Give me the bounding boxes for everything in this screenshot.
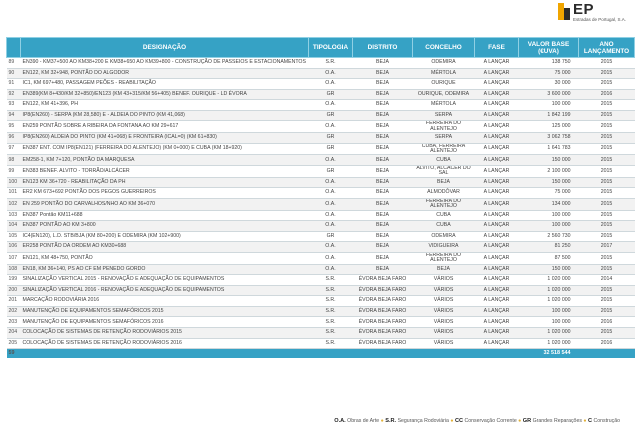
row-concelho: ALVITO, ALCÁCER DO SAL (413, 166, 475, 178)
row-valor: 100 000 (519, 306, 579, 317)
legend-oa-code: O.A. (334, 418, 346, 424)
row-fase: A LANÇAR (475, 317, 519, 328)
table-row (7, 306, 635, 317)
row-tipologia: O.A. (309, 68, 353, 79)
row-fase: A LANÇAR (475, 264, 519, 275)
row-distrito: BEJA (353, 100, 413, 111)
row-distrito: ÉVORA BEJA FARO (353, 275, 413, 286)
row-designacao: EN18, KM 36+140, PS AO CF EM PENEDO GORDO (21, 264, 309, 275)
row-fase: A LANÇAR (475, 275, 519, 286)
row-ano: 2015 (579, 328, 635, 339)
row-concelho: VÁRIOS (413, 306, 475, 317)
row-distrito: BEJA (353, 143, 413, 155)
table-row (7, 121, 635, 133)
row-number: 108 (7, 264, 21, 275)
row-fase: A LANÇAR (475, 177, 519, 188)
table-row (7, 110, 635, 121)
table-row (7, 242, 635, 253)
row-valor: 1 020 000 (519, 285, 579, 296)
row-number: 95 (7, 121, 21, 133)
row-ano: 2015 (579, 58, 635, 69)
brand-name: EP (572, 1, 594, 18)
row-fase: A LANÇAR (475, 242, 519, 253)
row-tipologia: S.R. (309, 285, 353, 296)
row-tipologia: O.A. (309, 264, 353, 275)
table-row (7, 133, 635, 144)
row-concelho: MÉRTOLA (413, 68, 475, 79)
row-valor: 3 600 000 (519, 89, 579, 100)
table-row (7, 68, 635, 79)
row-tipologia: O.A. (309, 188, 353, 199)
table-row (7, 177, 635, 188)
row-valor: 81 250 (519, 242, 579, 253)
row-ano: 2015 (579, 285, 635, 296)
row-ano: 2016 (579, 338, 635, 349)
row-number: 203 (7, 317, 21, 328)
legend-sr-code: S.R. (385, 418, 397, 424)
row-concelho: BEJA (413, 177, 475, 188)
row-designacao: EN122, KM 32+948, PONTÃO DO ALGODOR (21, 68, 309, 79)
legend-c-code: C (587, 418, 593, 424)
row-tipologia: O.A. (309, 177, 353, 188)
row-number: 101 (7, 188, 21, 199)
row-valor: 150 000 (519, 177, 579, 188)
row-concelho: FERREIRA DO ALENTEJO (413, 121, 475, 133)
row-fase: A LANÇAR (475, 100, 519, 111)
table-row (7, 155, 635, 166)
row-fase: A LANÇAR (475, 338, 519, 349)
row-valor: 2 560 730 (519, 231, 579, 242)
row-valor: 75 000 (519, 68, 579, 79)
row-tipologia: GR (309, 110, 353, 121)
row-ano: 2015 (579, 68, 635, 79)
table-row (7, 79, 635, 90)
row-concelho: VÁRIOS (413, 338, 475, 349)
row-distrito: BEJA (353, 242, 413, 253)
row-distrito: ÉVORA BEJA FARO (353, 338, 413, 349)
row-fase: A LANÇAR (475, 89, 519, 100)
row-valor: 30 000 (519, 79, 579, 90)
row-ano: 2015 (579, 110, 635, 121)
row-distrito: ÉVORA BEJA FARO (353, 296, 413, 307)
row-designacao: EN121, KM 48+750, PONTÃO (21, 252, 309, 264)
brand-subtitle: Estradas de Portugal, S.A. (572, 17, 626, 22)
row-tipologia: S.R. (309, 296, 353, 307)
row-distrito: BEJA (353, 89, 413, 100)
table-row (7, 317, 635, 328)
row-ano: 2015 (579, 188, 635, 199)
row-number: 91 (7, 79, 21, 90)
row-fase: A LANÇAR (475, 188, 519, 199)
row-distrito: BEJA (353, 68, 413, 79)
row-fase: A LANÇAR (475, 210, 519, 221)
row-designacao: MANUTENÇÃO DE EQUIPAMENTOS SEMAFÓRICOS 2015 (21, 306, 309, 317)
row-fase: A LANÇAR (475, 221, 519, 232)
row-fase: A LANÇAR (475, 110, 519, 121)
row-ano: 2016 (579, 317, 635, 328)
row-distrito: BEJA (353, 221, 413, 232)
row-concelho: SERPA (413, 133, 475, 144)
row-number: 102 (7, 198, 21, 210)
row-ano: 2015 (579, 252, 635, 264)
row-concelho: SERPA (413, 110, 475, 121)
row-number: 99 (7, 166, 21, 178)
row-valor: 125 000 (519, 121, 579, 133)
row-number: 104 (7, 221, 21, 232)
row-designacao: EN389(KM 8+430/KM 32+850)/EN123 (KM 43+315/KM 56+405) BENEF. OURIQUE - LD ÉVORA (21, 89, 309, 100)
row-fase: A LANÇAR (475, 79, 519, 90)
logo-mark-icon (558, 3, 570, 20)
row-tipologia: O.A. (309, 121, 353, 133)
row-number: 103 (7, 210, 21, 221)
row-tipologia: O.A. (309, 155, 353, 166)
row-concelho: VÁRIOS (413, 275, 475, 286)
row-tipologia: O.A. (309, 252, 353, 264)
row-number: 107 (7, 252, 21, 264)
row-fase: A LANÇAR (475, 328, 519, 339)
col-header-ano: ANO LANÇAMENTO (579, 38, 635, 58)
row-distrito: BEJA (353, 110, 413, 121)
row-concelho: CUBA, FERREIRA ALENTEJO (413, 143, 475, 155)
col-header-valor: VALOR BASE (€UVA) (519, 38, 579, 58)
row-ano: 2015 (579, 296, 635, 307)
row-fase: A LANÇAR (475, 306, 519, 317)
row-ano: 2015 (579, 155, 635, 166)
row-concelho: CUBA (413, 210, 475, 221)
row-designacao: EN259 PONTÃO SOBRE A RIBEIRA DA FONTANA AO KM 29+617 (21, 121, 309, 133)
row-ano: 2014 (579, 275, 635, 286)
row-distrito: ÉVORA BEJA FARO (353, 328, 413, 339)
table-row (7, 231, 635, 242)
row-number: 92 (7, 89, 21, 100)
row-tipologia: S.R. (309, 338, 353, 349)
table-row (7, 198, 635, 210)
row-valor: 3 062 758 (519, 133, 579, 144)
row-ano: 2015 (579, 100, 635, 111)
table-row (7, 264, 635, 275)
row-fase: A LANÇAR (475, 58, 519, 69)
row-tipologia: O.A. (309, 242, 353, 253)
row-designacao: SINALIZAÇÃO VERTICAL 2016 - RENOVAÇÃO E ADEQUAÇÃO DE EQUIPAMENTOS (21, 285, 309, 296)
row-distrito: BEJA (353, 121, 413, 133)
row-valor: 134 000 (519, 198, 579, 210)
row-fase: A LANÇAR (475, 252, 519, 264)
row-tipologia: S.R. (309, 275, 353, 286)
row-designacao: EN123 KM 36+720 - REABILITAÇÃO DA PH (21, 177, 309, 188)
row-ano: 2015 (579, 133, 635, 144)
row-number: 90 (7, 68, 21, 79)
row-ano: 2015 (579, 166, 635, 178)
row-valor: 150 000 (519, 155, 579, 166)
row-valor: 100 000 (519, 210, 579, 221)
row-concelho: BEJA (413, 264, 475, 275)
table-row (7, 89, 635, 100)
row-designacao: EN387 Pontão KM11+688 (21, 210, 309, 221)
row-concelho: OURIQUE (413, 79, 475, 90)
col-header-tipologia: TIPOLOGIA (309, 38, 353, 58)
row-designacao: EN387 ENT. COM IP8(EN121) (FERREIRA DO ALENTEJO) (KM 0+000) E CUBA (KM 18+920) (21, 143, 309, 155)
row-valor: 100 000 (519, 221, 579, 232)
row-number: 201 (7, 296, 21, 307)
row-designacao: COLOCAÇÃO DE SISTEMAS DE RETENÇÃO RODOVIÁRIOS 2015 (21, 328, 309, 339)
row-designacao: EN 259 PONTÃO DO CARVALHOS/NHO AO KM 36+070 (21, 198, 309, 210)
row-concelho: ODEMIRA (413, 231, 475, 242)
row-number: 205 (7, 338, 21, 349)
row-ano: 2015 (579, 221, 635, 232)
col-header-num (7, 38, 21, 58)
table-row (7, 252, 635, 264)
row-ano: 2015 (579, 121, 635, 133)
row-concelho: VÁRIOS (413, 285, 475, 296)
row-valor: 2 100 000 (519, 166, 579, 178)
row-ano: 2015 (579, 198, 635, 210)
row-distrito: BEJA (353, 133, 413, 144)
table-row (7, 143, 635, 155)
row-number: 97 (7, 143, 21, 155)
row-designacao: EN122, KM 41+396, PH (21, 100, 309, 111)
table-row (7, 275, 635, 286)
table-row (7, 285, 635, 296)
row-concelho: OURIQUE, ODEMIRA (413, 89, 475, 100)
row-ano: 2015 (579, 264, 635, 275)
row-fase: A LANÇAR (475, 285, 519, 296)
row-fase: A LANÇAR (475, 231, 519, 242)
row-ano: 2015 (579, 231, 635, 242)
row-number: 204 (7, 328, 21, 339)
row-valor: 1 020 000 (519, 275, 579, 286)
row-distrito: BEJA (353, 177, 413, 188)
row-designacao: EN390 - KM37+500 AO KM38+200 E KM38+650 AO KM39+800 - CONSTRUÇÃO DE PASSEIOS E ESTACIONAMENTOS (21, 58, 309, 69)
row-number: 96 (7, 133, 21, 144)
row-ano: 2017 (579, 242, 635, 253)
table-row (7, 58, 635, 69)
row-concelho: MÉRTOLA (413, 100, 475, 111)
row-distrito: ÉVORA BEJA FARO (353, 317, 413, 328)
table-row (7, 188, 635, 199)
row-designacao: EN387 PONTÃO AO KM 3+800 (21, 221, 309, 232)
row-number: 200 (7, 285, 21, 296)
row-ano: 2015 (579, 79, 635, 90)
legend-gr-label: Grandes Reparações (532, 418, 582, 424)
row-number: 202 (7, 306, 21, 317)
table-header-row (7, 38, 635, 58)
row-tipologia: S.R. (309, 58, 353, 69)
row-ano: 2015 (579, 210, 635, 221)
col-header-fase: FASE (475, 38, 519, 58)
legend-cc-label: Conservação Corrente (464, 418, 517, 424)
row-tipologia: GR (309, 133, 353, 144)
row-concelho: VIDIGUEIRA (413, 242, 475, 253)
row-ano: 2015 (579, 143, 635, 155)
row-tipologia: GR (309, 89, 353, 100)
row-designacao: ER258 PONTÃO DA ORDEM AO KM30+688 (21, 242, 309, 253)
row-valor: 150 000 (519, 264, 579, 275)
row-distrito: BEJA (353, 58, 413, 69)
total-count: 59 (7, 349, 21, 358)
row-designacao: ER2 KM 673+692 PONTÃO DOS PEGOS GUERREIROS (21, 188, 309, 199)
table-row (7, 296, 635, 307)
legend-sr-label: Segurança Rodoviária (397, 418, 449, 424)
row-distrito: BEJA (353, 155, 413, 166)
row-concelho: ALMODÔVAR (413, 188, 475, 199)
row-tipologia: GR (309, 166, 353, 178)
row-distrito: ÉVORA BEJA FARO (353, 285, 413, 296)
row-number: 93 (7, 100, 21, 111)
row-designacao: SINALIZAÇÃO VERTICAL 2015 - RENOVAÇÃO E ADEQUAÇÃO DE EQUIPAMENTOS (21, 275, 309, 286)
row-valor: 75 000 (519, 188, 579, 199)
row-distrito: BEJA (353, 210, 413, 221)
table-row (7, 100, 635, 111)
row-valor: 1 842 199 (519, 110, 579, 121)
row-concelho: VÁRIOS (413, 328, 475, 339)
row-valor: 138 750 (519, 58, 579, 69)
row-number: 105 (7, 231, 21, 242)
row-fase: A LANÇAR (475, 198, 519, 210)
row-tipologia: S.R. (309, 317, 353, 328)
row-valor: 1 020 000 (519, 296, 579, 307)
row-designacao: IC4(EN120), L.D. STB/BJA (KM 80+200) E ODEMIRA (KM 102+900) (21, 231, 309, 242)
row-valor: 1 020 000 (519, 338, 579, 349)
row-distrito: BEJA (353, 252, 413, 264)
row-distrito: BEJA (353, 264, 413, 275)
row-tipologia: O.A. (309, 198, 353, 210)
row-fase: A LANÇAR (475, 296, 519, 307)
row-valor: 87 500 (519, 252, 579, 264)
row-distrito: BEJA (353, 231, 413, 242)
legend-c-label: Construção (593, 418, 620, 424)
row-concelho: FERREIRA DO ALENTEJO (413, 252, 475, 264)
row-number: 100 (7, 177, 21, 188)
row-fase: A LANÇAR (475, 166, 519, 178)
row-fase: A LANÇAR (475, 155, 519, 166)
row-distrito: BEJA (353, 166, 413, 178)
table-row (7, 166, 635, 178)
row-concelho: CUBA (413, 155, 475, 166)
row-concelho: VÁRIOS (413, 296, 475, 307)
legend: O.A. Obras de Arte ● S.R. Segurança Rodoviária ● CC Conservação Corrente ● GR Grandes Reparações ● C Construção (334, 418, 620, 424)
legend-gr-code: GR (522, 418, 532, 424)
works-table (6, 37, 635, 358)
table-row (7, 338, 635, 349)
row-number: 98 (7, 155, 21, 166)
row-concelho: CUBA (413, 221, 475, 232)
row-valor: 1 020 000 (519, 328, 579, 339)
row-tipologia: S.R. (309, 328, 353, 339)
row-ano: 2015 (579, 177, 635, 188)
row-tipologia: O.A. (309, 210, 353, 221)
row-designacao: MANUTENÇÃO DE EQUIPAMENTOS SEMAFÓRICOS 2016 (21, 317, 309, 328)
row-valor: 100 000 (519, 317, 579, 328)
row-concelho: ODEMIRA (413, 58, 475, 69)
row-fase: A LANÇAR (475, 68, 519, 79)
row-designacao: IP8(EN260) - SERPA (KM 28,580) E - ALDEIA DO PINTO (KM 41,068) (21, 110, 309, 121)
row-fase: A LANÇAR (475, 121, 519, 133)
row-valor: 1 641 783 (519, 143, 579, 155)
row-distrito: BEJA (353, 198, 413, 210)
row-distrito: ÉVORA BEJA FARO (353, 306, 413, 317)
row-number: 199 (7, 275, 21, 286)
legend-oa-label: Obras de Arte (347, 418, 380, 424)
row-ano: 2015 (579, 306, 635, 317)
row-distrito: BEJA (353, 188, 413, 199)
row-number: 106 (7, 242, 21, 253)
table-row (7, 328, 635, 339)
row-valor: 100 000 (519, 100, 579, 111)
row-designacao: EM258-1, KM 7+120, PONTÃO DA MARQUESA (21, 155, 309, 166)
row-designacao: IP8(EN260) ALDEIA DO PINTO (KM 41+068) E FRONTEIRA (ICAL=0) (KM 61+830) (21, 133, 309, 144)
row-tipologia: O.A. (309, 100, 353, 111)
col-header-distrito: DISTRITO (353, 38, 413, 58)
total-value: 32 518 544 (519, 349, 579, 358)
col-header-concelho: CONCELHO (413, 38, 475, 58)
row-fase: A LANÇAR (475, 133, 519, 144)
row-number: 89 (7, 58, 21, 69)
brand-logo (558, 3, 626, 23)
table-row (7, 210, 635, 221)
col-header-designacao: DESIGNAÇÃO (21, 38, 309, 58)
row-tipologia: GR (309, 231, 353, 242)
table-total-row (7, 349, 635, 358)
row-tipologia: O.A. (309, 221, 353, 232)
row-tipologia: S.R. (309, 306, 353, 317)
row-ano: 2016 (579, 89, 635, 100)
row-designacao: IC1, KM 697+480, PASSAGEM PEÕES - REABILITAÇÃO (21, 79, 309, 90)
row-designacao: MARCAÇÃO RODOVIÁRIA 2016 (21, 296, 309, 307)
row-concelho: VÁRIOS (413, 317, 475, 328)
row-number: 94 (7, 110, 21, 121)
row-tipologia: O.A. (309, 79, 353, 90)
row-tipologia: GR (309, 143, 353, 155)
row-designacao: EN383 BENEF. ALVITO - TORRÃO/ALCÁCER (21, 166, 309, 178)
row-distrito: BEJA (353, 79, 413, 90)
legend-cc-code: CC (454, 418, 464, 424)
row-concelho: FERREIRA DO ALENTEJO (413, 198, 475, 210)
row-fase: A LANÇAR (475, 143, 519, 155)
table-row (7, 221, 635, 232)
row-designacao: COLOCAÇÃO DE SISTEMAS DE RETENÇÃO RODOVIÁRIOS 2016 (21, 338, 309, 349)
